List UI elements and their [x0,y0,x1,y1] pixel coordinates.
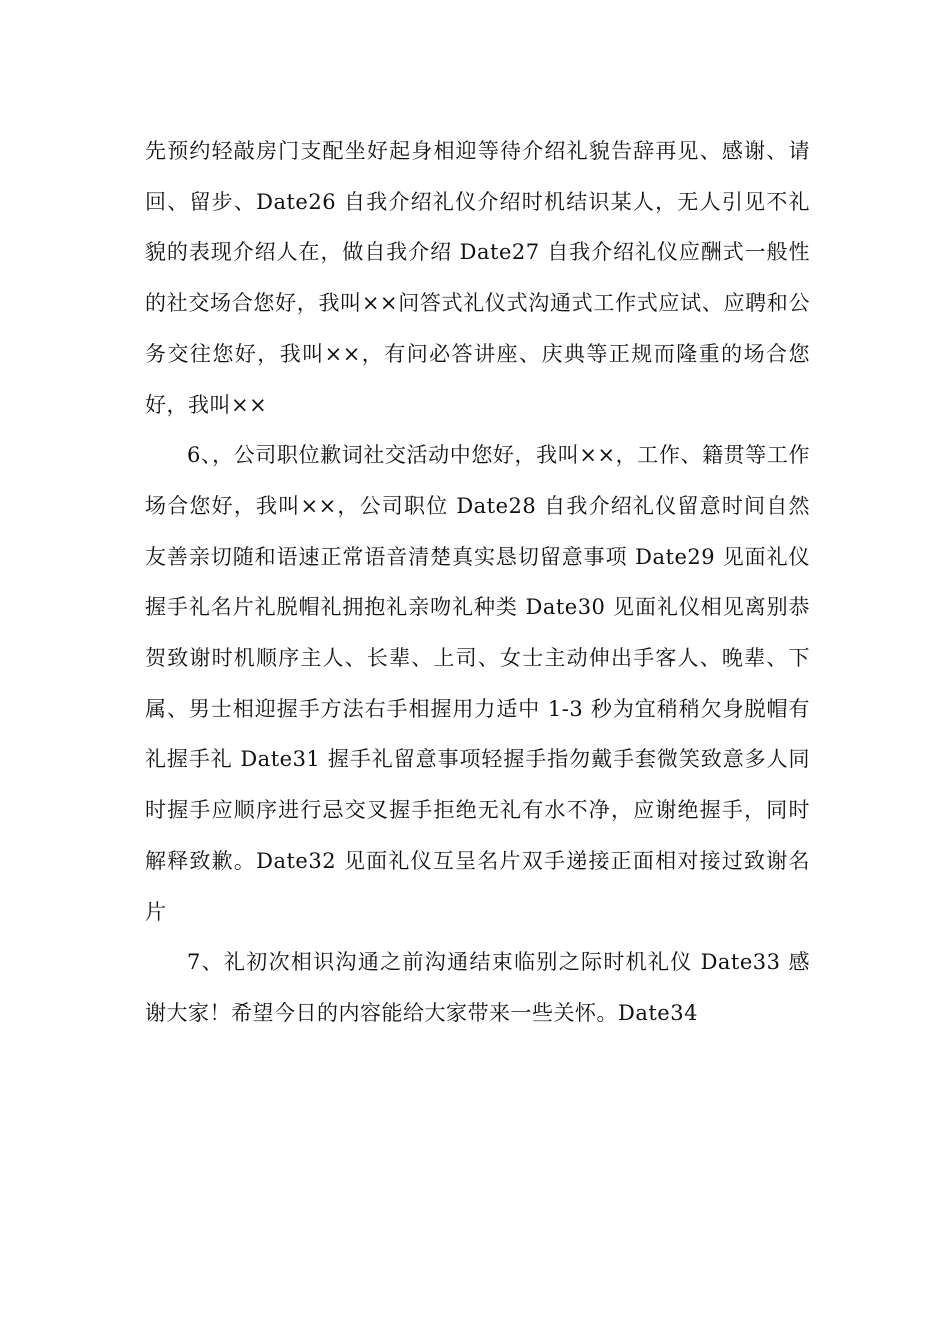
paragraph-6: 6、，公司职位歉词社交活动中您好，我叫××，工作、籍贯等工作场合您好，我叫××，公司职位 Date28 自我介绍礼仪留意时间自然友善亲切随和语速正常语音清楚真实恳切留意事项 Date29 见面礼仪握手礼名片礼脱帽礼拥抱礼亲吻礼种类 Date30 见面礼仪相见离别恭贺致谢时机顺序主人、长辈、上司、女士主动伸出手客人、晚辈、下属、男士相迎握手方法右手相握用力适中 1-3 秒为宜稍稍欠身脱帽有礼握手礼 Date31 握手礼留意事项轻握手指勿戴手套微笑致意多人同时握手应顺序进行忌交叉握手拒绝无礼有水不净，应谢绝握手，同时解释致歉。Date32 见面礼仪互呈名片双手递接正面相对接过致谢名片 [145,443,810,924]
document-body [145,126,810,1039]
paragraph-7: 7、礼初次相识沟通之前沟通结束临别之际时机礼仪 Date33 感谢大家！希望今日的内容能给大家带来一些关怀。Date34 [145,950,810,1025]
paragraph-intro: 先预约轻敲房门支配坐好起身相迎等待介绍礼貌告辞再见、感谢、请回、留步、Date26 自我介绍礼仪介绍时机结识某人，无人引见不礼貌的表现介绍人在，做自我介绍 Date27 自我介绍礼仪应酬式一般性的社交场合您好，我叫××问答式礼仪式沟通式工作式应试、应聘和公务交往您好，我叫××，有问必答讲座、庆典等正规而隆重的场合您好，我叫×× [145,139,810,417]
